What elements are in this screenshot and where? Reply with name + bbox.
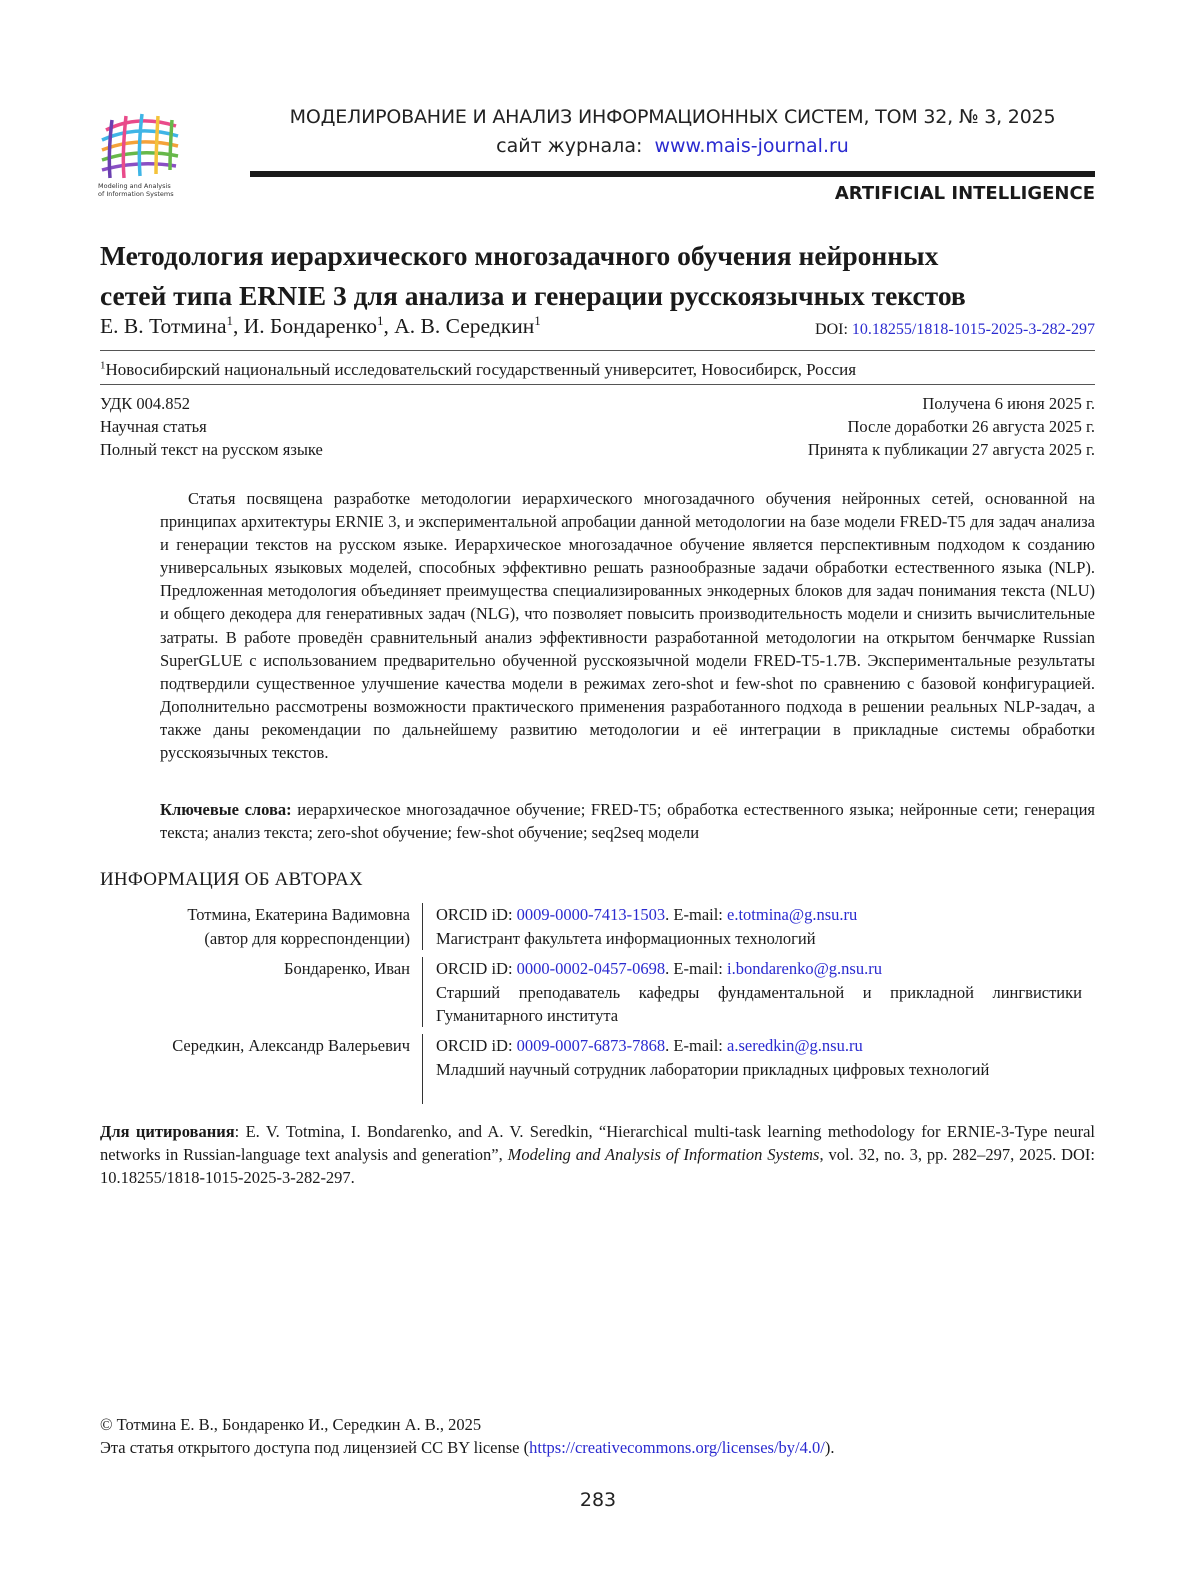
accepted-date: Принята к публикации 27 августа 2025 г. <box>807 440 1095 459</box>
author-info-name <box>284 957 410 981</box>
author-position: Младший научный сотрудник лаборатории прикладных цифровых технологий <box>436 1059 990 1079</box>
affiliation-top-rule <box>100 350 1095 351</box>
journal-site-line <box>250 135 1095 157</box>
license-text: Эта статья открытого доступа под лицензией CC BY license ( <box>100 1438 530 1457</box>
title-line-2: сетей типа ERNIE 3 для анализа и генерации русскоязычных текстов <box>100 280 966 311</box>
author-position: Магистрант факультета информационных технологий <box>436 928 816 948</box>
copyright: © Тотмина Е. В., Бондаренко И., Середкин А. В., 2025 <box>100 1415 482 1434</box>
site-link[interactable]: www.mais-journal.ru <box>654 135 849 157</box>
keywords <box>160 798 1095 844</box>
doi-link[interactable]: 10.18255/1818-1015-2025-3-282-297 <box>851 321 1095 338</box>
full-text-language: Полный текст на русском языке <box>100 440 323 459</box>
article-title <box>100 236 1100 316</box>
author-name: Е. В. Тотмина <box>100 314 227 338</box>
author-affil-sup: 1 <box>226 312 234 328</box>
author-info-divider <box>422 903 423 950</box>
corresponding-note: (автор для корреспонденции) <box>204 929 410 948</box>
license-link[interactable]: https://creativecommons.org/licenses/by/4.0/ <box>529 1438 825 1457</box>
journal-header: МОДЕЛИРОВАНИЕ И АНАЛИЗ ИНФОРМАЦИОННЫХ СИСТЕМ, ТОМ 32, № 3, 2025 <box>289 106 1056 128</box>
logo-caption-line1: Modeling and Analysis <box>98 182 171 190</box>
author-info-divider <box>422 1034 423 1104</box>
author-contact-line: ORCID iD: 0009-0007-6873-7868. E-mail: a.seredkin@g.nsu.ru <box>436 1036 863 1055</box>
article-type: Научная статья <box>100 417 207 436</box>
author-fullname: Середкин, Александр Валерьевич <box>172 1036 410 1055</box>
author-info-heading: ИНФОРМАЦИЯ ОБ АВТОРАХ <box>100 869 363 890</box>
license-line <box>100 1438 834 1458</box>
received-date: Получена 6 июня 2025 г. <box>922 394 1095 413</box>
affiliation-sup: 1 <box>100 359 106 372</box>
citation-text-start: : E. V. Totmina, I. Bondarenko, and A. V. Seredkin, “Hierarchical multi-task learning methodology for ERNIE-3-Type neural networks in Russian-language text analysis and generation”, <box>100 1122 1095 1165</box>
author-contact-line: ORCID iD: 0009-0000-7413-1503. E-mail: e.totmina@g.nsu.ru <box>436 905 858 924</box>
affiliation <box>100 360 856 380</box>
email-link[interactable]: a.seredkin@g.nsu.ru <box>727 1036 863 1055</box>
section-label: ARTIFICIAL INTELLIGENCE <box>834 183 1095 204</box>
orcid-label: ORCID iD: <box>436 1036 513 1055</box>
email-link[interactable]: i.bondarenko@g.nsu.ru <box>727 959 882 978</box>
author-fullname: Тотмина, Екатерина Вадимовна <box>187 905 410 924</box>
citation-text-end: , vol. 32, no. 3, pp. 282–297, 2025. DOI: 10.18255/1818-1015-2025-3-282-297. <box>100 1145 1095 1188</box>
author-affil-sup: 1 <box>377 312 384 328</box>
affiliation-text: Новосибирский национальный исследовательский государственный университет, Новосибирск, Россия <box>105 360 857 379</box>
orcid-label: ORCID iD: <box>436 959 513 978</box>
header-rule <box>250 171 1095 177</box>
citation <box>100 1120 1095 1189</box>
doi-line <box>815 321 1095 339</box>
author-info-name <box>172 1034 410 1058</box>
author-info-divider <box>422 957 423 1027</box>
affiliation-bottom-rule <box>100 384 1095 385</box>
doi-label: DOI: <box>815 321 848 338</box>
author-name: И. Бондаренко <box>243 314 378 338</box>
author-name: А. В. Середкин <box>394 314 535 338</box>
site-label: сайт журнала: <box>496 135 643 157</box>
email-label: E-mail: <box>673 1036 723 1055</box>
author-fullname: Бондаренко, Иван <box>284 959 410 978</box>
author-list: Е. В. Тотмина$^1$, И. Бондаренко$^1$, А. В. Середкин$^1$ <box>100 312 541 338</box>
orcid-link[interactable]: 0009-0000-7413-1503 <box>516 905 666 924</box>
citation-journal: Modeling and Analysis of Information Systems <box>507 1145 820 1165</box>
orcid-label: ORCID iD: <box>436 905 513 924</box>
journal-logo <box>98 108 182 200</box>
abstract: Статья посвящена разработке методологии иерархического многозадачного обучения нейронных сетей, основанной на принципах архитектуры ERNIE 3, и экспериментальной апробации данной методологии на базе модели FRED-T5 для задач анализа и генерации текстов на русском языке. Иерархическое многозадачное обучение является перспективным подходом к созданию универсальных языковых моделей, способных эффективно решать разнообразные задачи обработки естественного языка (NLP). Предложенная методология объединяет преимущества специализированных энкодерных блоков для задач понимания текста (NLU) и общего декодера для генеративных задач (NLG), что позволяет повысить производительность модели и снизить вычислительные затраты. В работе проведён сравнительный анализ эффективности разработанной методологии на открытом бенчмарке Russian SuperGLUE с использованием предварительно обученной русскоязычной модели FRED-T5-1.7B. Экспериментальные результаты подтвердили существенное улучшение качества модели в режимах zero-shot и few-shot по сравнению с базовой конфигурацией. Дополнительно рассмотрены возможности практического применения разработанного подхода в решении реальных NLP-задач, а также даны рекомендации по дальнейшему развитию методологии и её интеграции в прикладные системы обработки русскоязычных текстов. <box>160 489 1095 763</box>
author-info-details <box>436 1034 1082 1081</box>
orcid-link[interactable]: 0000-0002-0457-0698 <box>516 959 666 978</box>
title-line-1: Методология иерархического многозадачного обучения нейронных <box>100 240 939 271</box>
email-link[interactable]: e.totmina@g.nsu.ru <box>727 905 858 924</box>
author-info-name <box>187 903 410 951</box>
logo-caption-line2: of Information Systems <box>98 190 174 198</box>
email-label: E-mail: <box>673 905 723 924</box>
udk: УДК 004.852 <box>100 394 191 413</box>
license-end: ). <box>824 1438 835 1457</box>
orcid-link[interactable]: 0009-0007-6873-7868 <box>516 1036 666 1055</box>
author-info-details <box>436 957 1082 1028</box>
author-affil-sup: 1 <box>534 312 541 328</box>
page-number: 283 <box>579 1489 617 1511</box>
email-label: E-mail: <box>673 959 723 978</box>
revised-date: После доработки 26 августа 2025 г. <box>847 417 1095 436</box>
author-contact-line: ORCID iD: 0000-0002-0457-0698. E-mail: i.bondarenko@g.nsu.ru <box>436 959 882 978</box>
author-position: Старший преподаватель кафедры фундаментальной и прикладной лингвистики Гуманитарного института <box>436 982 1082 1025</box>
author-info-details <box>436 903 1082 950</box>
logo-caption <box>98 182 182 198</box>
keywords-label: Ключевые слова: <box>160 800 292 819</box>
citation-label: Для цитирования <box>100 1122 235 1141</box>
keywords-text: иерархическое многозадачное обучение; FRED-T5; обработка естественного языка; нейронные сети; генерация текста; анализ текста; zero-shot обучение; few-shot обучение; seq2seq модели <box>160 800 1095 843</box>
